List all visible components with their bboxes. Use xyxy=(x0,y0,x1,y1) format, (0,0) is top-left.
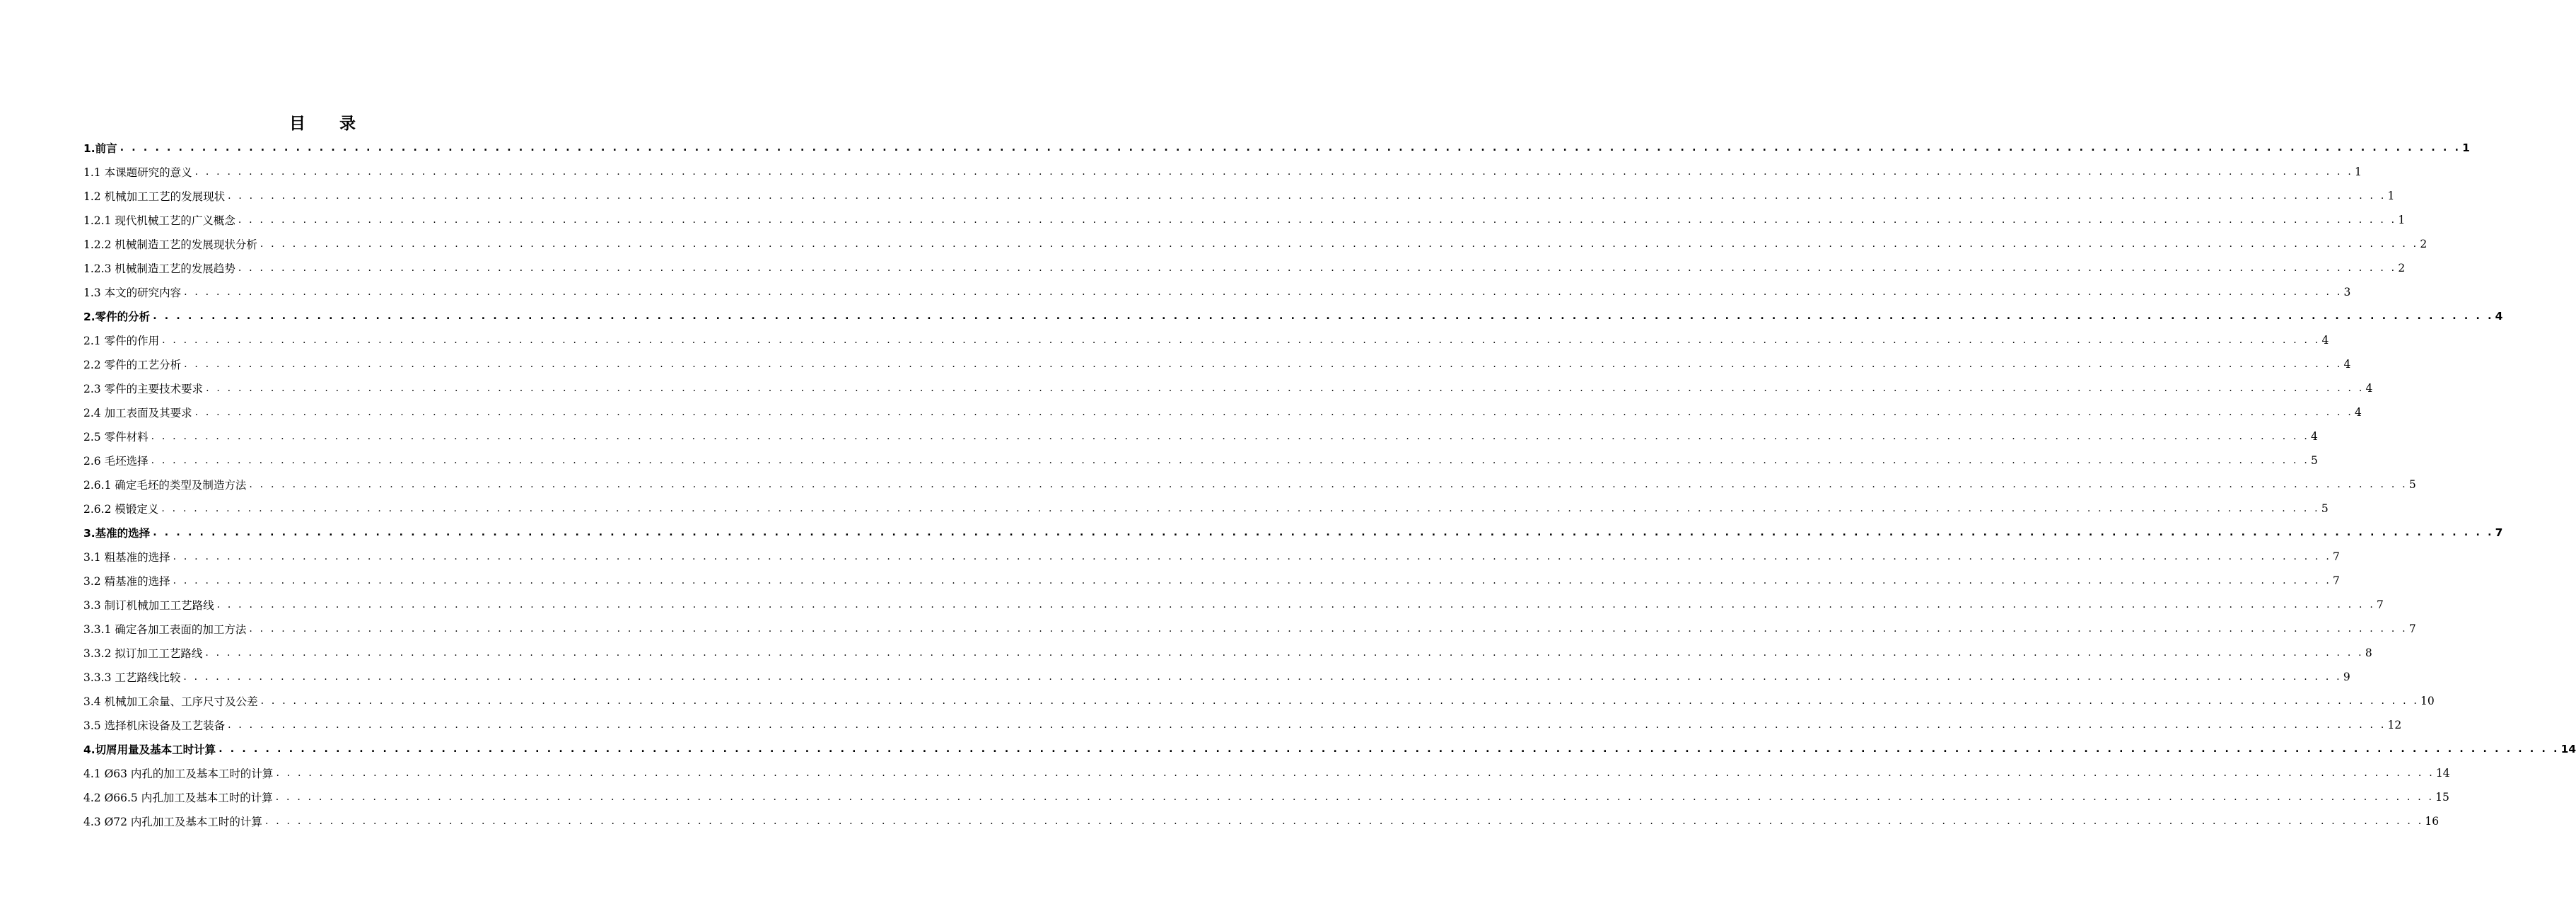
toc-leader-dots: . . . . . . . . . . . . . . . . . . . . . . . . . . . . . . . . . . . . . . . . . . . . . . . . . . . . . . . . . . . . . . . . . . . . . . . . . . . . . . . . . . . . . . . . . . . . . . . . . . . . . . . . . . . . . . . . . . . . . . . . . . . . . . . . . . . . . . . . . . . . . . . . . . . . . . . . . . . . . . . . . . . . . . . . . . . . . . . . . . . . . . . . . . . . . . . . . . . . . . . . xyxy=(184,359,2343,370)
toc-entry-label: 2.2 零件的工艺分析 xyxy=(83,359,182,371)
toc-entry-label: 1.2.1 现代机械工艺的广义概念 xyxy=(83,214,235,227)
toc-entry-page-number: 1 xyxy=(2387,190,2395,202)
toc-entry[interactable] xyxy=(83,232,2428,256)
toc-entry[interactable] xyxy=(83,136,2470,160)
toc-leader-dots: . . . . . . . . . . . . . . . . . . . . . . . . . . . . . . . . . . . . . . . . . . . . . . . . . . . . . . . . . . . . . . . . . . . . . . . . . . . . . . . . . . . . . . . . . . . . . . . . . . . . . . . . . . . . . . . . . . . . . . . . . . . . . . . . . . . . . . . . . . . . . . . . . . . . . . . . . . . . . . . . . . . . . . . . . . . . . . . . . . . . . . . . . . . . . . . . . . . . . . . . xyxy=(216,599,2376,610)
toc-entry[interactable] xyxy=(83,737,2576,761)
toc-entry-label: 2.4 加工表面及其要求 xyxy=(83,407,192,419)
toc-leader-dots: . . . . . . . . . . . . . . . . . . . . . . . . . . . . . . . . . . . . . . . . . . . . . . . . . . . . . . . . . . . . . . . . . . . . . . . . . . . . . . . . . . . . . . . . . . . . . . . . . . . . . . . . . . . . . . . . . . . . . . . . . . . . . . . . . . . . . . . . . . . . . . . . . . . . . . . . . . . . . . . . . . . . . . . . . . . . . . . . . . . . . . . . . . . . . . . . . . . . . . . . xyxy=(120,142,2461,154)
toc-entry[interactable] xyxy=(83,545,2340,569)
toc-entry[interactable] xyxy=(83,160,2362,184)
toc-entry-label: 1.2 机械加工工艺的发展现状 xyxy=(83,190,226,203)
toc-entry-label: 2.3 零件的主要技术要求 xyxy=(83,383,204,395)
toc-entry-page-number: 15 xyxy=(2435,791,2449,804)
toc-leader-dots: . . . . . . . . . . . . . . . . . . . . . . . . . . . . . . . . . . . . . . . . . . . . . . . . . . . . . . . . . . . . . . . . . . . . . . . . . . . . . . . . . . . . . . . . . . . . . . . . . . . . . . . . . . . . . . . . . . . . . . . . . . . . . . . . . . . . . . . . . . . . . . . . . . . . . . . . . . . . . . . . . . . . . . . . . . . . . . . . . . . . . . . . . . . . . . . . . . . . . . . . xyxy=(206,383,2365,394)
toc-entry[interactable] xyxy=(83,256,2406,280)
toc-entry-page-number: 4 xyxy=(2343,358,2351,371)
toc-entry-page-number: 9 xyxy=(2343,671,2350,683)
toc-entry-page-number: 7 xyxy=(2333,574,2340,587)
toc-leader-dots: . . . . . . . . . . . . . . . . . . . . . . . . . . . . . . . . . . . . . . . . . . . . . . . . . . . . . . . . . . . . . . . . . . . . . . . . . . . . . . . . . . . . . . . . . . . . . . . . . . . . . . . . . . . . . . . . . . . . . . . . . . . . . . . . . . . . . . . . . . . . . . . . . . . . . . . . . . . . . . . . . . . . . . . . . . . . . . . . . . . . . . . . . . . . . . . . . . . . . . . . xyxy=(228,190,2386,202)
toc-leader-dots: . . . . . . . . . . . . . . . . . . . . . . . . . . . . . . . . . . . . . . . . . . . . . . . . . . . . . . . . . . . . . . . . . . . . . . . . . . . . . . . . . . . . . . . . . . . . . . . . . . . . . . . . . . . . . . . . . . . . . . . . . . . . . . . . . . . . . . . . . . . . . . . . . . . . . . . . . . . . . . . . . . . . . . . . . . . . . . . . . . . . . . . . . . . . . . . . . . . . . . . . xyxy=(260,695,2420,707)
toc-leader-dots: . . . . . . . . . . . . . . . . . . . . . . . . . . . . . . . . . . . . . . . . . . . . . . . . . . . . . . . . . . . . . . . . . . . . . . . . . . . . . . . . . . . . . . . . . . . . . . . . . . . . . . . . . . . . . . . . . . . . . . . . . . . . . . . . . . . . . . . . . . . . . . . . . . . . . . . . . . . . . . . . . . . . . . . . . . . . . . . . . . . . . . . . . . . . . . . . . . . . . . . . xyxy=(218,743,2560,755)
toc-entry[interactable] xyxy=(83,424,2318,448)
toc-leader-dots: . . . . . . . . . . . . . . . . . . . . . . . . . . . . . . . . . . . . . . . . . . . . . . . . . . . . . . . . . . . . . . . . . . . . . . . . . . . . . . . . . . . . . . . . . . . . . . . . . . . . . . . . . . . . . . . . . . . . . . . . . . . . . . . . . . . . . . . . . . . . . . . . . . . . . . . . . . . . . . . . . . . . . . . . . . . . . . . . . . . . . . . . . . . . . . . . . . . . . . . . xyxy=(276,768,2435,779)
toc-entry[interactable] xyxy=(83,497,2329,521)
toc-leader-dots: . . . . . . . . . . . . . . . . . . . . . . . . . . . . . . . . . . . . . . . . . . . . . . . . . . . . . . . . . . . . . . . . . . . . . . . . . . . . . . . . . . . . . . . . . . . . . . . . . . . . . . . . . . . . . . . . . . . . . . . . . . . . . . . . . . . . . . . . . . . . . . . . . . . . . . . . . . . . . . . . . . . . . . . . . . . . . . . . . . . . . . . . . . . . . . . . . . . . . . . . xyxy=(183,671,2342,683)
toc-leader-dots: . . . . . . . . . . . . . . . . . . . . . . . . . . . . . . . . . . . . . . . . . . . . . . . . . . . . . . . . . . . . . . . . . . . . . . . . . . . . . . . . . . . . . . . . . . . . . . . . . . . . . . . . . . . . . . . . . . . . . . . . . . . . . . . . . . . . . . . . . . . . . . . . . . . . . . . . . . . . . . . . . . . . . . . . . . . . . . . . . . . . . . . . . . . . . . . . . . . . . . . . xyxy=(264,816,2424,827)
toc-entry[interactable] xyxy=(83,473,2416,497)
toc-entry[interactable] xyxy=(83,809,2440,833)
toc-leader-dots: . . . . . . . . . . . . . . . . . . . . . . . . . . . . . . . . . . . . . . . . . . . . . . . . . . . . . . . . . . . . . . . . . . . . . . . . . . . . . . . . . . . . . . . . . . . . . . . . . . . . . . . . . . . . . . . . . . . . . . . . . . . . . . . . . . . . . . . . . . . . . . . . . . . . . . . . . . . . . . . . . . . . . . . . . . . . . . . . . . . . . . . . . . . . . . . . . . . . . . . . xyxy=(249,623,2408,635)
toc-entry-page-number: 1 xyxy=(2398,214,2406,226)
toc-entry-page-number: 5 xyxy=(2408,478,2416,491)
toc-entry-label: 2.6.1 确定毛坯的类型及制造方法 xyxy=(83,479,247,492)
toc-entry-page-number: 4 xyxy=(2355,406,2362,419)
toc-entry-page-number: 14 xyxy=(2560,743,2576,755)
toc-entry[interactable] xyxy=(83,280,2351,304)
toc-entry-label: 1.2.2 机械制造工艺的发展现状分析 xyxy=(83,238,257,251)
toc-entry-label: 1.前言 xyxy=(83,142,117,155)
toc-entry[interactable] xyxy=(83,641,2372,665)
toc-entry-label: 3.3.3 工艺路线比较 xyxy=(83,671,181,684)
toc-entry[interactable] xyxy=(83,593,2384,617)
toc-entry[interactable] xyxy=(83,184,2395,208)
toc-entry[interactable] xyxy=(83,400,2362,424)
toc-entry-label: 2.6.2 模锻定义 xyxy=(83,503,159,516)
toc-entry-label: 3.5 选择机床设备及工艺装备 xyxy=(83,719,226,732)
toc-leader-dots: . . . . . . . . . . . . . . . . . . . . . . . . . . . . . . . . . . . . . . . . . . . . . . . . . . . . . . . . . . . . . . . . . . . . . . . . . . . . . . . . . . . . . . . . . . . . . . . . . . . . . . . . . . . . . . . . . . . . . . . . . . . . . . . . . . . . . . . . . . . . . . . . . . . . . . . . . . . . . . . . . . . . . . . . . . . . . . . . . . . . . . . . . . . . . . . . . . . . . . . . xyxy=(238,262,2397,274)
toc-leader-dots: . . . . . . . . . . . . . . . . . . . . . . . . . . . . . . . . . . . . . . . . . . . . . . . . . . . . . . . . . . . . . . . . . . . . . . . . . . . . . . . . . . . . . . . . . . . . . . . . . . . . . . . . . . . . . . . . . . . . . . . . . . . . . . . . . . . . . . . . . . . . . . . . . . . . . . . . . . . . . . . . . . . . . . . . . . . . . . . . . . . . . . . . . . . . . . . . . . . . . . . . xyxy=(153,311,2494,322)
toc-entry-page-number: 16 xyxy=(2425,815,2440,828)
toc-leader-dots: . . . . . . . . . . . . . . . . . . . . . . . . . . . . . . . . . . . . . . . . . . . . . . . . . . . . . . . . . . . . . . . . . . . . . . . . . . . . . . . . . . . . . . . . . . . . . . . . . . . . . . . . . . . . . . . . . . . . . . . . . . . . . . . . . . . . . . . . . . . . . . . . . . . . . . . . . . . . . . . . . . . . . . . . . . . . . . . . . . . . . . . . . . . . . . . . . . . . . . . . xyxy=(161,503,2320,514)
toc-entry-page-number: 12 xyxy=(2387,719,2402,731)
toc-entry-label: 4.1 Ø63 内孔的加工及基本工时的计算 xyxy=(83,768,274,780)
toc-entry-page-number: 4 xyxy=(2365,382,2373,395)
toc-entry-page-number: 2 xyxy=(2398,262,2406,274)
toc-entry-label: 3.1 粗基准的选择 xyxy=(83,551,170,564)
page-title: 目 录 xyxy=(289,115,370,133)
toc-entry[interactable] xyxy=(83,448,2318,473)
toc-entry[interactable] xyxy=(83,304,2503,328)
toc-entry-page-number: 7 xyxy=(2333,550,2340,563)
toc-entry-page-number: 7 xyxy=(2495,526,2503,539)
table-of-contents xyxy=(83,136,2576,833)
toc-entry-label: 1.1 本课题研究的意义 xyxy=(83,166,192,179)
toc-leader-dots: . . . . . . . . . . . . . . . . . . . . . . . . . . . . . . . . . . . . . . . . . . . . . . . . . . . . . . . . . . . . . . . . . . . . . . . . . . . . . . . . . . . . . . . . . . . . . . . . . . . . . . . . . . . . . . . . . . . . . . . . . . . . . . . . . . . . . . . . . . . . . . . . . . . . . . . . . . . . . . . . . . . . . . . . . . . . . . . . . . . . . . . . . . . . . . . . . . . . . . . . xyxy=(153,527,2494,538)
toc-entry-page-number: 5 xyxy=(2311,454,2318,467)
toc-entry-page-number: 14 xyxy=(2435,767,2450,780)
toc-leader-dots: . . . . . . . . . . . . . . . . . . . . . . . . . . . . . . . . . . . . . . . . . . . . . . . . . . . . . . . . . . . . . . . . . . . . . . . . . . . . . . . . . . . . . . . . . . . . . . . . . . . . . . . . . . . . . . . . . . . . . . . . . . . . . . . . . . . . . . . . . . . . . . . . . . . . . . . . . . . . . . . . . . . . . . . . . . . . . . . . . . . . . . . . . . . . . . . . . . . . . . . . xyxy=(228,719,2386,731)
toc-entry-page-number: 2 xyxy=(2420,238,2428,250)
toc-entry[interactable] xyxy=(83,689,2435,713)
toc-entry[interactable] xyxy=(83,665,2350,689)
toc-entry[interactable] xyxy=(83,761,2450,785)
toc-leader-dots: . . . . . . . . . . . . . . . . . . . . . . . . . . . . . . . . . . . . . . . . . . . . . . . . . . . . . . . . . . . . . . . . . . . . . . . . . . . . . . . . . . . . . . . . . . . . . . . . . . . . . . . . . . . . . . . . . . . . . . . . . . . . . . . . . . . . . . . . . . . . . . . . . . . . . . . . . . . . . . . . . . . . . . . . . . . . . . . . . . . . . . . . . . . . . . . . . . . . . . . . xyxy=(275,792,2435,803)
toc-entry[interactable] xyxy=(83,617,2416,641)
toc-entry[interactable] xyxy=(83,569,2340,593)
toc-entry[interactable] xyxy=(83,376,2373,400)
toc-entry-page-number: 8 xyxy=(2365,647,2372,659)
toc-leader-dots: . . . . . . . . . . . . . . . . . . . . . . . . . . . . . . . . . . . . . . . . . . . . . . . . . . . . . . . . . . . . . . . . . . . . . . . . . . . . . . . . . . . . . . . . . . . . . . . . . . . . . . . . . . . . . . . . . . . . . . . . . . . . . . . . . . . . . . . . . . . . . . . . . . . . . . . . . . . . . . . . . . . . . . . . . . . . . . . . . . . . . . . . . . . . . . . . . . . . . . . . xyxy=(249,479,2408,490)
toc-leader-dots: . . . . . . . . . . . . . . . . . . . . . . . . . . . . . . . . . . . . . . . . . . . . . . . . . . . . . . . . . . . . . . . . . . . . . . . . . . . . . . . . . . . . . . . . . . . . . . . . . . . . . . . . . . . . . . . . . . . . . . . . . . . . . . . . . . . . . . . . . . . . . . . . . . . . . . . . . . . . . . . . . . . . . . . . . . . . . . . . . . . . . . . . . . . . . . . . . . . . . . . . xyxy=(173,551,2332,562)
toc-entry[interactable] xyxy=(83,208,2406,232)
toc-entry-label: 4.切屑用量及基本工时计算 xyxy=(83,743,216,756)
toc-entry-label: 3.2 精基准的选择 xyxy=(83,575,170,588)
toc-leader-dots: . . . . . . . . . . . . . . . . . . . . . . . . . . . . . . . . . . . . . . . . . . . . . . . . . . . . . . . . . . . . . . . . . . . . . . . . . . . . . . . . . . . . . . . . . . . . . . . . . . . . . . . . . . . . . . . . . . . . . . . . . . . . . . . . . . . . . . . . . . . . . . . . . . . . . . . . . . . . . . . . . . . . . . . . . . . . . . . . . . . . . . . . . . . . . . . . . . . . . . . . xyxy=(184,286,2343,298)
toc-leader-dots: . . . . . . . . . . . . . . . . . . . . . . . . . . . . . . . . . . . . . . . . . . . . . . . . . . . . . . . . . . . . . . . . . . . . . . . . . . . . . . . . . . . . . . . . . . . . . . . . . . . . . . . . . . . . . . . . . . . . . . . . . . . . . . . . . . . . . . . . . . . . . . . . . . . . . . . . . . . . . . . . . . . . . . . . . . . . . . . . . . . . . . . . . . . . . . . . . . . . . . . . xyxy=(173,575,2332,586)
toc-entry-page-number: 4 xyxy=(2311,430,2318,443)
toc-entry-page-number: 7 xyxy=(2377,598,2384,611)
toc-entry-label: 3.4 机械加工余量、工序尺寸及公差 xyxy=(83,695,258,708)
toc-leader-dots: . . . . . . . . . . . . . . . . . . . . . . . . . . . . . . . . . . . . . . . . . . . . . . . . . . . . . . . . . . . . . . . . . . . . . . . . . . . . . . . . . . . . . . . . . . . . . . . . . . . . . . . . . . . . . . . . . . . . . . . . . . . . . . . . . . . . . . . . . . . . . . . . . . . . . . . . . . . . . . . . . . . . . . . . . . . . . . . . . . . . . . . . . . . . . . . . . . . . . . . . xyxy=(194,407,2354,418)
toc-entry-label: 1.3 本文的研究内容 xyxy=(83,286,182,299)
toc-entry[interactable] xyxy=(83,352,2351,376)
toc-entry[interactable] xyxy=(83,785,2449,809)
toc-entry-page-number: 4 xyxy=(2495,310,2503,323)
toc-leader-dots: . . . . . . . . . . . . . . . . . . . . . . . . . . . . . . . . . . . . . . . . . . . . . . . . . . . . . . . . . . . . . . . . . . . . . . . . . . . . . . . . . . . . . . . . . . . . . . . . . . . . . . . . . . . . . . . . . . . . . . . . . . . . . . . . . . . . . . . . . . . . . . . . . . . . . . . . . . . . . . . . . . . . . . . . . . . . . . . . . . . . . . . . . . . . . . . . . . . . . . . . xyxy=(162,335,2321,346)
toc-entry-page-number: 1 xyxy=(2462,141,2470,154)
toc-entry-label: 3.3.2 拟订加工工艺路线 xyxy=(83,647,203,660)
toc-entry-label: 2.6 毛坯选择 xyxy=(83,455,148,468)
toc-entry-page-number: 1 xyxy=(2355,166,2362,178)
toc-entry-label: 2.零件的分析 xyxy=(83,311,151,323)
toc-entry-label: 2.5 零件材料 xyxy=(83,431,148,444)
toc-entry-label: 3.3 制订机械加工工艺路线 xyxy=(83,599,214,612)
toc-leader-dots: . . . . . . . . . . . . . . . . . . . . . . . . . . . . . . . . . . . . . . . . . . . . . . . . . . . . . . . . . . . . . . . . . . . . . . . . . . . . . . . . . . . . . . . . . . . . . . . . . . . . . . . . . . . . . . . . . . . . . . . . . . . . . . . . . . . . . . . . . . . . . . . . . . . . . . . . . . . . . . . . . . . . . . . . . . . . . . . . . . . . . . . . . . . . . . . . . . . . . . . . xyxy=(260,238,2419,250)
toc-entry-page-number: 5 xyxy=(2321,502,2329,515)
toc-entry-label: 1.2.3 机械制造工艺的发展趋势 xyxy=(83,262,235,275)
toc-entry[interactable] xyxy=(83,713,2402,737)
toc-entry-page-number: 4 xyxy=(2321,334,2329,347)
toc-entry[interactable] xyxy=(83,328,2329,352)
toc-entry-page-number: 3 xyxy=(2343,286,2351,299)
toc-entry[interactable] xyxy=(83,521,2503,545)
toc-entry-label: 3.基准的选择 xyxy=(83,527,151,540)
toc-entry-label: 4.3 Ø72 内孔加工及基本工时的计算 xyxy=(83,816,262,828)
toc-entry-label: 4.2 Ø66.5 内孔加工及基本工时的计算 xyxy=(83,792,273,804)
toc-entry-page-number: 7 xyxy=(2408,622,2416,635)
toc-entry-label: 3.3.1 确定各加工表面的加工方法 xyxy=(83,623,247,636)
toc-entry-label: 2.1 零件的作用 xyxy=(83,335,160,347)
toc-leader-dots: . . . . . . . . . . . . . . . . . . . . . . . . . . . . . . . . . . . . . . . . . . . . . . . . . . . . . . . . . . . . . . . . . . . . . . . . . . . . . . . . . . . . . . . . . . . . . . . . . . . . . . . . . . . . . . . . . . . . . . . . . . . . . . . . . . . . . . . . . . . . . . . . . . . . . . . . . . . . . . . . . . . . . . . . . . . . . . . . . . . . . . . . . . . . . . . . . . . . . . . . xyxy=(194,166,2354,178)
toc-entry-page-number: 10 xyxy=(2420,695,2435,707)
toc-leader-dots: . . . . . . . . . . . . . . . . . . . . . . . . . . . . . . . . . . . . . . . . . . . . . . . . . . . . . . . . . . . . . . . . . . . . . . . . . . . . . . . . . . . . . . . . . . . . . . . . . . . . . . . . . . . . . . . . . . . . . . . . . . . . . . . . . . . . . . . . . . . . . . . . . . . . . . . . . . . . . . . . . . . . . . . . . . . . . . . . . . . . . . . . . . . . . . . . . . . . . . . . xyxy=(205,647,2364,659)
toc-leader-dots: . . . . . . . . . . . . . . . . . . . . . . . . . . . . . . . . . . . . . . . . . . . . . . . . . . . . . . . . . . . . . . . . . . . . . . . . . . . . . . . . . . . . . . . . . . . . . . . . . . . . . . . . . . . . . . . . . . . . . . . . . . . . . . . . . . . . . . . . . . . . . . . . . . . . . . . . . . . . . . . . . . . . . . . . . . . . . . . . . . . . . . . . . . . . . . . . . . . . . . . . xyxy=(151,431,2310,442)
toc-leader-dots: . . . . . . . . . . . . . . . . . . . . . . . . . . . . . . . . . . . . . . . . . . . . . . . . . . . . . . . . . . . . . . . . . . . . . . . . . . . . . . . . . . . . . . . . . . . . . . . . . . . . . . . . . . . . . . . . . . . . . . . . . . . . . . . . . . . . . . . . . . . . . . . . . . . . . . . . . . . . . . . . . . . . . . . . . . . . . . . . . . . . . . . . . . . . . . . . . . . . . . . . xyxy=(151,455,2310,466)
toc-leader-dots: . . . . . . . . . . . . . . . . . . . . . . . . . . . . . . . . . . . . . . . . . . . . . . . . . . . . . . . . . . . . . . . . . . . . . . . . . . . . . . . . . . . . . . . . . . . . . . . . . . . . . . . . . . . . . . . . . . . . . . . . . . . . . . . . . . . . . . . . . . . . . . . . . . . . . . . . . . . . . . . . . . . . . . . . . . . . . . . . . . . . . . . . . . . . . . . . . . . . . . . . xyxy=(238,214,2397,226)
